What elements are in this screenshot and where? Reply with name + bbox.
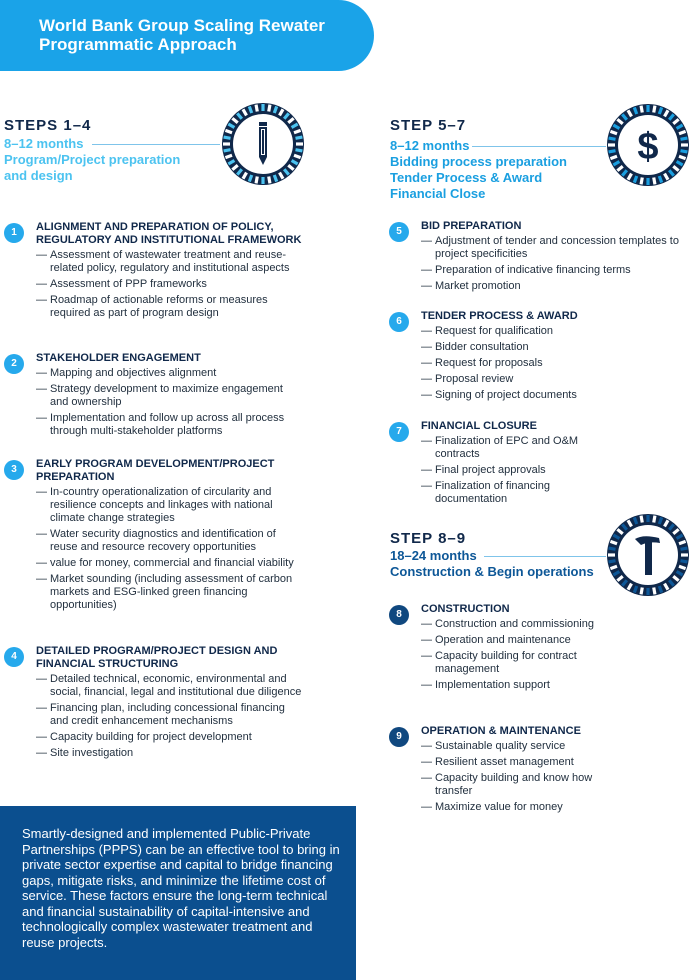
connector-line — [92, 144, 220, 145]
step-section-9 — [389, 725, 629, 817]
phase-dial-2 — [605, 102, 691, 188]
step-title: OPERATION & MAINTENANCE — [421, 725, 581, 737]
step-items — [36, 486, 300, 612]
list-item: — Implementation and follow up across all process through multi-stakeholder platforms — [36, 412, 294, 438]
list-item: — In-country operationalization of circularity and resilience concepts and linkages with national climate change strategies — [36, 486, 300, 525]
list-item: — Request for qualification — [421, 325, 679, 338]
step-items — [36, 673, 304, 760]
phase-subtitle — [390, 138, 567, 202]
summary-text: Smartly-designed and implemented Public-Private Partnerships (PPPS) can be an effective tool to bring in private sector expertise and capital to bridge financing gaps, mitigate risks, and minimize the lifetime cost of service. These factors ensure the long-term technical and financial sustainability of capital-intensive and technologically complex wastewater treatment and reuse projects. — [22, 826, 340, 950]
step-title: TENDER PROCESS & AWARD — [421, 310, 578, 322]
list-item: — Proposal review — [421, 373, 679, 386]
phase-description-line: and design — [4, 168, 73, 183]
phase-title: STEP 5–7 — [390, 117, 467, 134]
list-item: — Operation and maintenance — [421, 634, 629, 647]
step-number-badge: 3 — [4, 460, 24, 480]
phase-subtitle — [390, 548, 594, 580]
step-number-badge: 4 — [4, 647, 24, 667]
list-item: — Final project approvals — [421, 464, 589, 477]
step-section-2 — [4, 352, 294, 441]
list-item: — Market sounding (including assessment of carbon markets and ESG-linked green financing opportunities) — [36, 573, 300, 612]
list-item: — Water security diagnostics and identification of reuse and resource recovery opportunities — [36, 528, 300, 554]
list-item: — Maximize value for money — [421, 801, 629, 814]
phase-description-line: Bidding process preparation — [390, 154, 567, 169]
list-item: — value for money, commercial and financial viability — [36, 557, 300, 570]
list-item: — Mapping and objectives alignment — [36, 367, 294, 380]
pencil-icon — [259, 122, 267, 165]
step-items — [36, 249, 304, 320]
list-item: — Assessment of PPP frameworks — [36, 278, 304, 291]
step-section-3 — [4, 458, 300, 615]
step-title: ALIGNMENT AND PREPARATION OF POLICY, REGULATORY AND INSTITUTIONAL FRAMEWORK — [36, 221, 302, 246]
step-number-badge: 7 — [389, 422, 409, 442]
list-item: — Finalization of EPC and O&M contracts — [421, 435, 589, 461]
list-item: — Sustainable quality service — [421, 740, 629, 753]
phase-duration: 8–12 months — [4, 136, 84, 151]
step-section-7 — [389, 420, 589, 509]
list-item: — Site investigation — [36, 747, 304, 760]
list-item: — Capacity building and know how transfer — [421, 772, 629, 798]
step-number-badge: 1 — [4, 223, 24, 243]
step-title: BID PREPARATION — [421, 220, 522, 232]
list-item: — Strategy development to maximize engagement and ownership — [36, 383, 294, 409]
step-title: EARLY PROGRAM DEVELOPMENT/PROJECT PREPARATION — [36, 458, 275, 483]
phase-duration: 18–24 months — [390, 548, 477, 563]
phase-description-line: Financial Close — [390, 186, 486, 201]
step-number-badge: 2 — [4, 354, 24, 374]
list-item: — Assessment of wastewater treatment and reuse-related policy, regulatory and institutional aspects — [36, 249, 304, 275]
step-section-4 — [4, 645, 304, 763]
step-number-badge: 5 — [389, 222, 409, 242]
list-item: — Adjustment of tender and concession templates to project specificities — [421, 235, 679, 261]
list-item: — Roadmap of actionable reforms or measures required as part of program design — [36, 294, 304, 320]
step-items — [421, 740, 629, 814]
list-item: — Construction and commissioning — [421, 618, 629, 631]
step-section-8 — [389, 603, 629, 695]
phase-dial-1 — [220, 101, 306, 187]
connector-line — [484, 556, 606, 557]
list-item: — Preparation of indicative financing terms — [421, 264, 679, 277]
step-section-6 — [389, 310, 679, 405]
step-number-badge: 6 — [389, 312, 409, 332]
step-title: CONSTRUCTION — [421, 603, 510, 615]
step-items — [421, 618, 629, 692]
step-number-badge: 9 — [389, 727, 409, 747]
phase-dial-3 — [605, 512, 691, 598]
step-title: STAKEHOLDER ENGAGEMENT — [36, 352, 201, 364]
step-number-badge: 8 — [389, 605, 409, 625]
connector-line — [472, 146, 606, 147]
step-section-5 — [389, 220, 679, 296]
list-item: — Finalization of financing documentation — [421, 480, 589, 506]
list-item: — Signing of project documents — [421, 389, 679, 402]
list-item: — Capacity building for project development — [36, 731, 304, 744]
list-item: — Financing plan, including concessional financing and credit enhancement mechanisms — [36, 702, 304, 728]
phase-description-line: Construction & Begin operations — [390, 564, 594, 579]
step-items — [421, 325, 679, 402]
list-item: — Market promotion — [421, 280, 679, 293]
phase-title: STEPS 1–4 — [4, 117, 92, 134]
list-item: — Detailed technical, economic, environmental and social, financial, legal and institutional due diligence — [36, 673, 304, 699]
list-item: — Bidder consultation — [421, 341, 679, 354]
list-item: — Request for proposals — [421, 357, 679, 370]
step-title: FINANCIAL CLOSURE — [421, 420, 537, 432]
phase-duration: 8–12 months — [390, 138, 470, 153]
step-section-1 — [4, 221, 304, 323]
step-items — [421, 235, 679, 293]
step-items — [421, 435, 589, 506]
list-item: — Resilient asset management — [421, 756, 629, 769]
phase-description-line: Program/Project preparation — [4, 152, 181, 167]
step-items — [36, 367, 294, 438]
page-title: World Bank Group Scaling Rewater Programmatic Approach — [39, 16, 325, 54]
step-title: DETAILED PROGRAM/PROJECT DESIGN AND FINANCIAL STRUCTURING — [36, 645, 278, 670]
phase-description-line: Tender Process & Award — [390, 170, 543, 185]
list-item: — Implementation support — [421, 679, 629, 692]
list-item: — Capacity building for contract management — [421, 650, 629, 676]
dollar-icon: $ — [637, 126, 659, 168]
phase-title: STEP 8–9 — [390, 530, 467, 547]
